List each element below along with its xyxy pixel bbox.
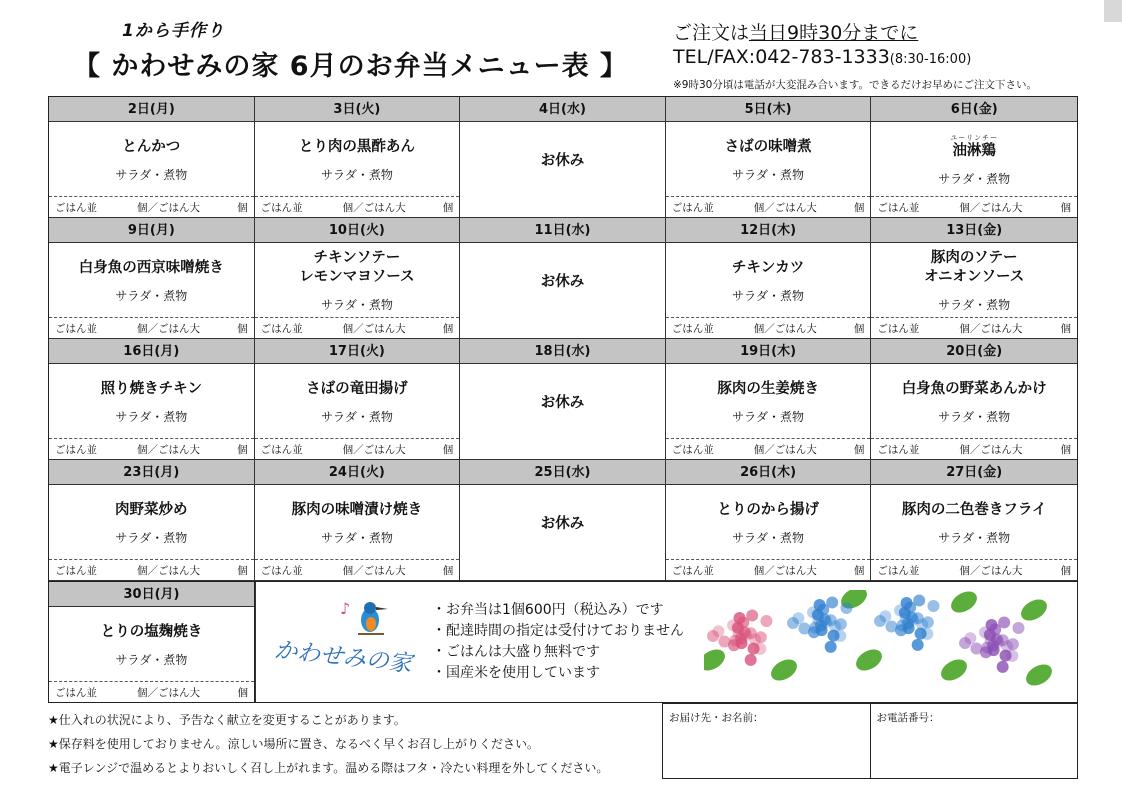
menu-cell xyxy=(49,97,255,218)
hydrangea-icon xyxy=(959,616,1024,672)
dish-text: 肉野菜炒め xyxy=(115,501,188,518)
cell-body xyxy=(666,122,871,196)
rice-regular-label: ごはん並 xyxy=(877,201,920,214)
order-count-row[interactable] xyxy=(255,559,460,580)
cell-body xyxy=(255,364,460,438)
side-dish: サラダ・煮物 xyxy=(732,409,805,424)
unit-label: 個 xyxy=(1060,443,1071,456)
dish-name xyxy=(115,501,188,520)
music-note-icon: ♪ xyxy=(340,599,351,618)
bullet-item: ・国産米を使用しています xyxy=(432,665,600,681)
date-header: 18日(水) xyxy=(460,339,665,364)
date-header: 13日(金) xyxy=(871,218,1077,243)
unit-label: 個 xyxy=(442,443,454,456)
cell-body xyxy=(49,122,254,196)
side-dish: サラダ・煮物 xyxy=(938,171,1011,186)
menu-cell xyxy=(871,97,1077,218)
holiday-label: お休み xyxy=(540,274,585,290)
rice-large-label: 個／ごはん大 xyxy=(959,322,1023,335)
rice-large-label: 個／ごはん大 xyxy=(137,201,200,214)
rice-regular-label: ごはん並 xyxy=(55,686,97,699)
cell-body xyxy=(666,243,871,317)
dish-name xyxy=(902,501,1047,520)
menu-cell xyxy=(666,218,872,339)
rice-large-label: 個／ごはん大 xyxy=(342,322,406,335)
order-count-row[interactable] xyxy=(871,438,1077,459)
dish-name xyxy=(101,380,202,399)
cell-body xyxy=(666,364,871,438)
info-panel xyxy=(255,582,1078,703)
phone-label: お電話番号： xyxy=(876,712,940,724)
rice-large-label: 個／ごはん大 xyxy=(342,564,406,577)
rice-large-label: 個／ごはん大 xyxy=(753,443,817,456)
side-dish: サラダ・煮物 xyxy=(320,298,393,312)
dish-name xyxy=(717,380,819,399)
date-header: 16日(月) xyxy=(49,339,254,364)
rice-regular-label: ごはん並 xyxy=(55,201,97,214)
rice-regular-label: ごはん並 xyxy=(877,564,920,577)
cell-body xyxy=(255,485,460,559)
side-dish: サラダ・煮物 xyxy=(320,167,393,182)
date-header: 25日(水) xyxy=(460,460,665,485)
rice-large-label: 個／ごはん大 xyxy=(137,686,200,699)
date-header: 2日(月) xyxy=(49,97,254,122)
dish-text: さばの味噌煮 xyxy=(724,138,812,155)
unit-label: 個 xyxy=(1060,564,1071,577)
notices xyxy=(48,708,608,780)
leaf-icon xyxy=(1017,595,1050,625)
dish-name: とりの塩麹焼き xyxy=(100,623,203,640)
dish-name xyxy=(299,138,415,157)
date-header: 27日(金) xyxy=(871,460,1077,485)
rice-large-label: 個／ごはん大 xyxy=(137,443,200,456)
dish-text: 白身魚の西京味噌焼き xyxy=(78,259,224,276)
cell-body xyxy=(49,243,254,317)
menu-cell xyxy=(666,460,872,581)
bullet-item: ・ごはんは大盛り無料です xyxy=(432,644,600,660)
rice-regular-label: ごはん並 xyxy=(671,564,714,577)
side-dish: サラダ・煮物 xyxy=(732,167,805,182)
page-title: 【 かわせみの家 6月のお弁当メニュー表 】 xyxy=(73,51,628,82)
dish-text: とりのから揚げ xyxy=(717,501,819,518)
rice-large-label: 個／ごはん大 xyxy=(137,322,200,335)
side-dish: サラダ・煮物 xyxy=(732,530,805,545)
dish-text: 豚肉の生姜焼き xyxy=(717,380,819,397)
cell-body xyxy=(666,485,871,559)
menu-cell xyxy=(255,460,461,581)
leaf-icon xyxy=(852,645,885,675)
side-dish: サラダ・煮物 xyxy=(115,530,188,545)
dish-name xyxy=(717,501,819,520)
dish-name xyxy=(299,249,414,287)
rice-large-label: 個／ごはん大 xyxy=(959,201,1023,214)
side-dish: サラダ・煮物 xyxy=(938,298,1011,312)
menu-cell xyxy=(255,218,461,339)
dish-text: とり肉の黒酢あん xyxy=(298,138,415,155)
date-header: 30日(月) xyxy=(49,582,254,607)
dish-text: 白身魚の野菜あんかけ xyxy=(901,380,1047,397)
menu-cell xyxy=(460,339,666,460)
date-header: 26日(木) xyxy=(666,460,871,485)
side-dish: サラダ・煮物 xyxy=(115,409,188,424)
order-count-row[interactable] xyxy=(49,681,254,702)
cell-body xyxy=(49,607,254,681)
menu-cell-30 xyxy=(48,582,255,703)
name-field[interactable] xyxy=(663,704,870,778)
date-header: 12日(木) xyxy=(666,218,871,243)
rice-regular-label: ごはん並 xyxy=(55,564,97,577)
dish-text: 豚肉の二色巻きフライ xyxy=(901,501,1047,518)
unit-label: 個 xyxy=(237,443,248,456)
rice-regular-label: ごはん並 xyxy=(671,443,714,456)
subtitle: 1から手作り xyxy=(122,21,225,41)
dish-text: 豚肉のソテー オニオンソース xyxy=(924,250,1025,285)
order-count-row[interactable] xyxy=(871,559,1077,580)
dish-name xyxy=(292,501,423,520)
dish-name xyxy=(122,138,180,157)
kingfisher-icon xyxy=(358,602,388,634)
order-count-row[interactable] xyxy=(255,438,460,459)
menu-cell xyxy=(460,460,666,581)
date-header: 23日(月) xyxy=(49,460,254,485)
side-dish: サラダ・煮物 xyxy=(320,409,393,424)
unit-label: 個 xyxy=(442,201,454,214)
cell-body xyxy=(49,364,254,438)
rice-regular-label: ごはん並 xyxy=(260,322,303,335)
rice-regular-label: ごはん並 xyxy=(671,322,714,335)
menu-cell xyxy=(871,460,1077,581)
bullet-item: ・配達時間の指定は受付けておりません xyxy=(432,623,684,639)
tel-number: TEL/FAX:042-783-1333 xyxy=(673,46,890,68)
rice-regular-label: ごはん並 xyxy=(877,443,920,456)
cell-body xyxy=(871,364,1077,438)
order-prefix: ご注文は xyxy=(673,22,750,44)
dish-text: 照り焼きチキン xyxy=(100,380,202,397)
menu-grid xyxy=(48,96,1078,582)
order-count-row[interactable] xyxy=(49,196,254,217)
dish-ruby: ユーリンチー xyxy=(950,133,999,142)
date-header: 24日(火) xyxy=(255,460,460,485)
order-count-row[interactable] xyxy=(255,317,460,338)
hydrangea-icon xyxy=(787,596,852,652)
dish-text: さばの竜田揚げ xyxy=(306,380,408,397)
rice-regular-label: ごはん並 xyxy=(260,443,303,456)
menu-cell xyxy=(49,218,255,339)
side-dish: サラダ・煮物 xyxy=(115,167,188,182)
leaf-icon xyxy=(937,655,970,685)
side-dish: サラダ・煮物 xyxy=(938,530,1011,545)
dish-name xyxy=(732,259,804,278)
menu-cell xyxy=(666,97,872,218)
dish-text: とんかつ xyxy=(122,138,181,155)
unit-label: 個 xyxy=(442,564,454,577)
rice-large-label: 個／ごはん大 xyxy=(959,564,1023,577)
menu-cell xyxy=(255,97,461,218)
unit-label: 個 xyxy=(237,322,248,335)
rice-regular-label: ごはん並 xyxy=(260,564,303,577)
unit-label: 個 xyxy=(237,201,248,214)
dish-name xyxy=(306,380,408,399)
scan-mark xyxy=(1104,0,1122,22)
menu-cell xyxy=(255,339,461,460)
date-header: 17日(火) xyxy=(255,339,460,364)
cell-body xyxy=(255,243,460,317)
holiday-label: お休み xyxy=(540,395,585,411)
rice-large-label: 個／ごはん大 xyxy=(342,443,406,456)
rice-regular-label: ごはん並 xyxy=(55,322,97,335)
dish-name xyxy=(79,259,224,278)
order-count-row[interactable] xyxy=(49,559,254,580)
cell-body xyxy=(49,485,254,559)
hydrangea-illustration xyxy=(704,590,1064,698)
side-dish: サラダ・煮物 xyxy=(115,652,188,667)
dish-text: チキンカツ xyxy=(731,259,805,276)
unit-label: 個 xyxy=(237,564,248,577)
date-header: 10日(火) xyxy=(255,218,460,243)
menu-cell xyxy=(49,460,255,581)
leaf-icon xyxy=(1022,660,1055,690)
order-count-row[interactable] xyxy=(49,438,254,459)
date-header: 9日(月) xyxy=(49,218,254,243)
rice-regular-label: ごはん並 xyxy=(260,201,303,214)
date-header: 4日(水) xyxy=(460,97,665,122)
order-count-row[interactable] xyxy=(666,317,871,338)
dish-name xyxy=(950,134,998,161)
date-header: 19日(木) xyxy=(666,339,871,364)
side-dish: サラダ・煮物 xyxy=(938,409,1011,424)
side-dish: サラダ・煮物 xyxy=(320,530,393,545)
notice-item: ★保存料を使用しておりません。涼しい場所に置き、なるべく早くお召し上がりください。 xyxy=(48,737,540,751)
rice-large-label: 個／ごはん大 xyxy=(753,564,817,577)
cell-body xyxy=(871,122,1077,196)
cell-body xyxy=(871,243,1077,317)
dish-name xyxy=(924,249,1024,287)
date-header: 5日(木) xyxy=(666,97,871,122)
order-count-row[interactable] xyxy=(666,196,871,217)
deadline-text: 当日9時30分までに xyxy=(749,22,919,44)
dish-name xyxy=(902,380,1047,399)
unit-label: 個 xyxy=(853,443,865,456)
name-label: お届け先・お名前： xyxy=(669,712,764,724)
unit-label: 個 xyxy=(1060,322,1071,335)
side-dish: サラダ・煮物 xyxy=(115,288,188,303)
date-header: 20日(金) xyxy=(871,339,1077,364)
unit-label: 個 xyxy=(1060,201,1071,214)
dish-text: 油淋鶏 xyxy=(952,142,996,159)
bullet-item: ・お弁当は1個600円（税込み）です xyxy=(432,602,664,618)
kawasemi-logo xyxy=(270,592,420,692)
side-dish: サラダ・煮物 xyxy=(732,288,805,303)
menu-cell xyxy=(871,218,1077,339)
order-count-row[interactable] xyxy=(666,559,871,580)
rice-large-label: 個／ごはん大 xyxy=(753,201,817,214)
date-header: 3日(火) xyxy=(255,97,460,122)
holiday-label: お休み xyxy=(540,516,585,532)
menu-cell xyxy=(49,339,255,460)
hydrangea-icon xyxy=(874,594,939,650)
menu-cell xyxy=(666,339,872,460)
order-note: ※9時30分頃は電話が大変混み合います。できるだけお早めにご注文下さい。 xyxy=(673,79,1037,91)
order-deadline xyxy=(673,18,918,45)
business-hours: (8:30-16:00) xyxy=(889,52,972,67)
unit-label: 個 xyxy=(442,322,454,335)
holiday-label: お休み xyxy=(540,153,585,169)
rice-regular-label: ごはん並 xyxy=(55,443,97,456)
leaf-icon xyxy=(704,645,729,675)
menu-cell xyxy=(460,218,666,339)
rice-regular-label: ごはん並 xyxy=(877,322,920,335)
tel-fax xyxy=(673,46,971,68)
order-count-row[interactable] xyxy=(871,196,1077,217)
cell-body xyxy=(871,485,1077,559)
logo-text: かわせみの家 xyxy=(273,637,413,678)
unit-label: 個 xyxy=(237,686,248,699)
delivery-form xyxy=(662,703,1078,779)
phone-field[interactable] xyxy=(870,704,1078,778)
menu-cell xyxy=(871,339,1077,460)
rice-large-label: 個／ごはん大 xyxy=(342,201,406,214)
rice-regular-label: ごはん並 xyxy=(671,201,714,214)
order-count-row[interactable] xyxy=(49,317,254,338)
dish-text: 豚肉の味噌漬け焼き xyxy=(291,501,423,518)
notice-item: ★電子レンジで温めるとよりおいしく召し上がれます。温める際はフタ・冷たい料理を外してください。 xyxy=(48,761,609,775)
dish-name xyxy=(725,138,812,157)
order-count-row[interactable] xyxy=(871,317,1077,338)
notice-item: ★仕入れの状況により、予告なく献立を変更することがあります。 xyxy=(48,713,406,727)
unit-label: 個 xyxy=(853,322,865,335)
cell-body xyxy=(255,122,460,196)
rice-large-label: 個／ごはん大 xyxy=(137,564,200,577)
unit-label: 個 xyxy=(853,201,865,214)
menu-cell xyxy=(460,97,666,218)
info-bullets xyxy=(432,600,684,684)
leaf-icon xyxy=(947,590,980,617)
rice-large-label: 個／ごはん大 xyxy=(959,443,1023,456)
date-header: 6日(金) xyxy=(871,97,1077,122)
leaf-icon xyxy=(767,655,800,685)
order-count-row[interactable] xyxy=(255,196,460,217)
unit-label: 個 xyxy=(853,564,865,577)
order-count-row[interactable] xyxy=(666,438,871,459)
dish-text: チキンソテー レモンマヨソース xyxy=(299,250,415,285)
rice-large-label: 個／ごはん大 xyxy=(753,322,817,335)
date-header: 11日(水) xyxy=(460,218,665,243)
